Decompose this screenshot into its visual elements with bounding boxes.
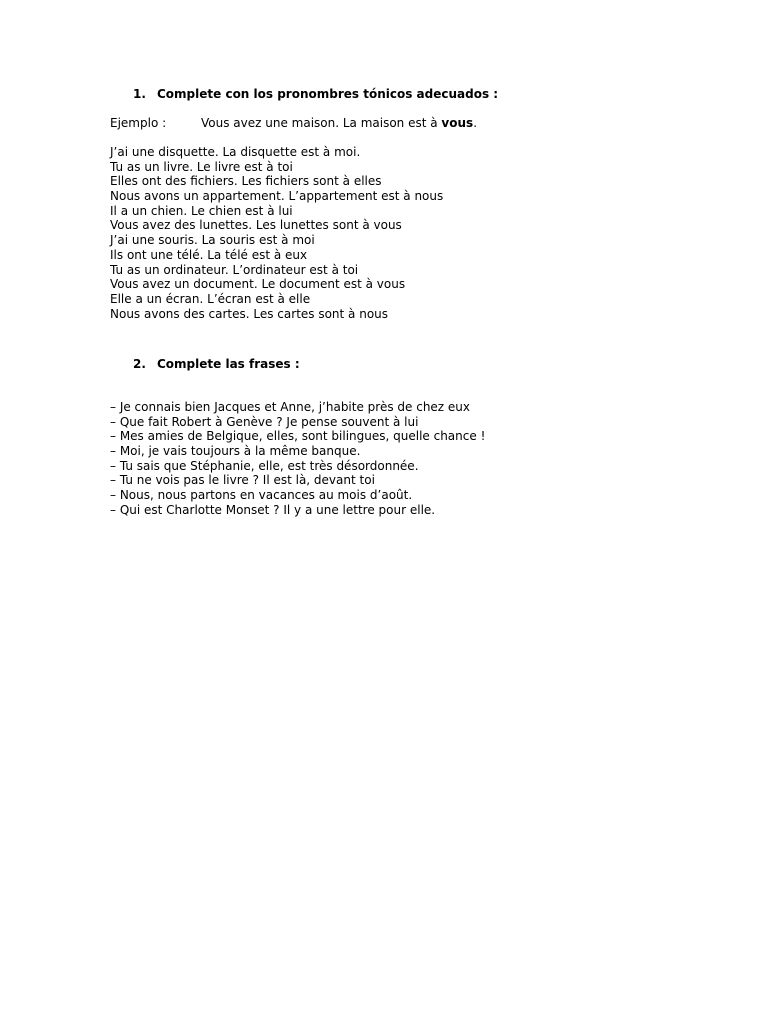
section1-sentence: Ils ont une télé. La télé est à eux	[110, 247, 308, 262]
section1-title: Complete con los pronombres tónicos adecuados :	[157, 87, 499, 101]
section1-sentence: Nous avons des cartes. Les cartes sont à nous	[110, 306, 389, 321]
section2-title: Complete las frases :	[157, 357, 300, 371]
section2-sentence: – Que fait Robert à Genève ? Je pense souvent à lui	[110, 414, 419, 429]
example-line	[110, 116, 477, 130]
section1-sentence: J’ai une souris. La souris est à moi	[110, 233, 315, 248]
section2-sentence: – Tu ne vois pas le livre ? Il est là, devant toi	[110, 473, 375, 488]
section1-sentence: Elle a un écran. L’écran est à elle	[110, 291, 311, 306]
example-suffix: .	[473, 116, 478, 130]
section1-sentence: Vous avez des lunettes. Les lunettes sont à vous	[110, 218, 402, 233]
section1-sentence: Il a un chien. Le chien est à lui	[110, 203, 293, 218]
section1-sentence: Vous avez un document. Le document est à vous	[110, 277, 406, 292]
section1-sentence-list	[110, 145, 443, 321]
section1-sentence: Tu as un ordinateur. L’ordinateur est à toi	[110, 262, 359, 277]
section1-sentence: J’ai une disquette. La disquette est à moi.	[110, 145, 361, 159]
section1-sentence: Elles ont des fichiers. Les fichiers sont à elles	[110, 174, 382, 189]
example-label: Ejemplo :	[110, 116, 167, 130]
section2-sentence: – Tu sais que Stéphanie, elle, est très désordonnée.	[110, 458, 419, 473]
section2-sentence: – Mes amies de Belgique, elles, sont bilingues, quelle chance !	[110, 429, 486, 444]
section2-sentence: – Nous, nous partons en vacances au mois d’août.	[110, 488, 413, 503]
example-sentence: Vous avez une maison. La maison est à	[201, 116, 442, 130]
section2-number: 2.	[133, 357, 146, 371]
section2-sentence: – Moi, je vais toujours à la même banque.	[110, 444, 361, 459]
section2-sentence-list	[110, 400, 485, 518]
section1-sentence: Tu as un livre. Le livre est à toi	[110, 159, 293, 174]
example-answer: vous	[441, 116, 474, 130]
section2-heading	[133, 357, 300, 371]
section2-sentence: – Je connais bien Jacques et Anne, j’habite près de chez eux	[110, 400, 471, 414]
section1-number: 1.	[133, 87, 146, 101]
section2-sentence: – Qui est Charlotte Monset ? Il y a une lettre pour elle.	[110, 502, 436, 517]
section1-heading	[133, 87, 498, 101]
section1-sentence: Nous avons un appartement. L’appartement est à nous	[110, 189, 444, 204]
